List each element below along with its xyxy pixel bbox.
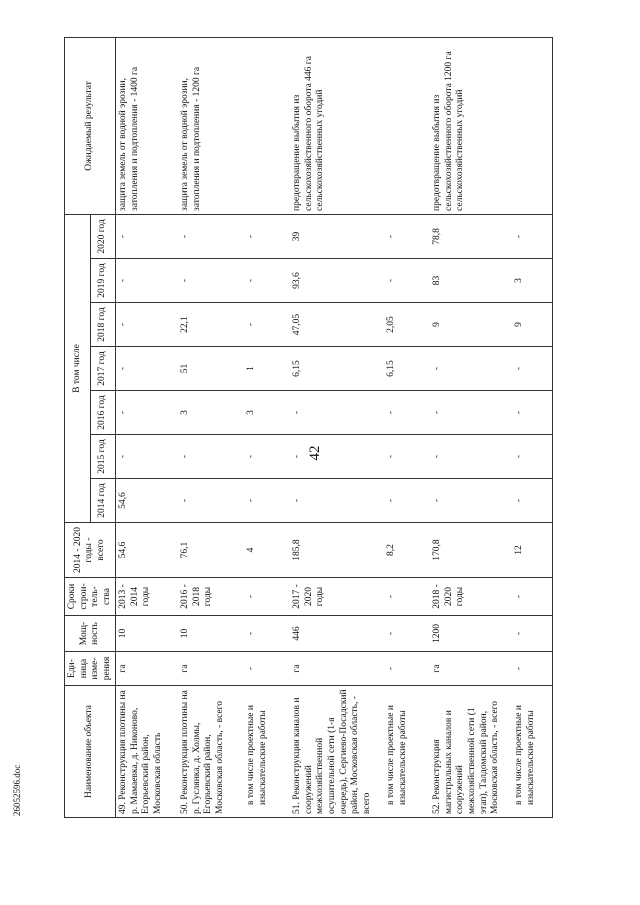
rotated-table-area: [64, 38, 612, 818]
row-name: в том числе проектные и изыскательские работы: [384, 686, 430, 818]
row-name: в том числе проектные и изыскательские работы: [512, 686, 553, 818]
row-terms: -: [512, 578, 553, 616]
header-result: Ожидаемый результат: [65, 37, 116, 214]
row-name: 50. Реконструкция плотины на р. Гуслянка, д. Холмы, Егорьевский район, Московская область, - всего: [178, 686, 244, 818]
row-2020: -: [116, 214, 179, 258]
row-terms: 2013 - 2014 годы: [116, 578, 179, 616]
row-2018: 9: [512, 303, 553, 347]
row-terms: -: [244, 578, 290, 616]
row-2016: -: [290, 391, 384, 435]
row-2014: -: [512, 479, 553, 523]
footer-filename: 26052596.doc: [12, 764, 22, 816]
row-terms: 2018 - 2020 годы: [430, 578, 512, 616]
row-2020: -: [244, 214, 290, 258]
row-total: 76,1: [178, 523, 244, 578]
row-2016: 3: [244, 391, 290, 435]
header-including: В том числе: [65, 214, 91, 522]
row-2016: 3: [178, 391, 244, 435]
row-2016: -: [512, 391, 553, 435]
row-2018: 9: [430, 303, 512, 347]
row-2019: 3: [512, 259, 553, 303]
row-2017: -: [512, 347, 553, 391]
row-2016: -: [384, 391, 430, 435]
table-row: [290, 37, 384, 817]
row-2019: -: [116, 259, 179, 303]
row-2018: 47,05: [290, 303, 384, 347]
row-2018: -: [244, 303, 290, 347]
row-2017: 1: [244, 347, 290, 391]
construction-objects-table: [64, 37, 553, 818]
row-capacity: -: [244, 616, 290, 652]
header-unit: Еди-ница изме-рения: [65, 652, 116, 686]
header-capacity: Мощ-ность: [65, 616, 116, 652]
header-year-2020: 2020 год: [90, 214, 116, 258]
row-2015: -: [290, 435, 384, 479]
row-2016: -: [430, 391, 512, 435]
row-unit: га: [290, 652, 384, 686]
row-unit: -: [384, 652, 430, 686]
row-total: 4: [244, 523, 290, 578]
row-capacity: 1200: [430, 616, 512, 652]
header-terms: Сроки строи-тель-ства: [65, 578, 116, 616]
row-terms: -: [384, 578, 430, 616]
header-year-2018: 2018 год: [90, 303, 116, 347]
header-name: Наименование объекта: [65, 686, 116, 818]
row-result: [384, 37, 430, 214]
row-2020: 78,8: [430, 214, 512, 258]
row-2014: -: [430, 479, 512, 523]
row-total: 12: [512, 523, 553, 578]
row-2020: -: [512, 214, 553, 258]
header-year-2017: 2017 год: [90, 347, 116, 391]
table-row: [430, 37, 512, 817]
row-2019: 83: [430, 259, 512, 303]
row-2015: -: [384, 435, 430, 479]
row-2015: -: [512, 435, 553, 479]
row-name: 51. Реконструкция каналов и сооружений межхозяйственной осушительной сети (1-я очередь), Сергиево-Посадский район, Московская область, - всего: [290, 686, 384, 818]
header-year-2016: 2016 год: [90, 391, 116, 435]
row-total: 185,8: [290, 523, 384, 578]
row-2019: -: [178, 259, 244, 303]
row-result: предотвращение выбытия из сельскохозяйственного оборота 1200 га сельскохозяйственных угодий: [430, 37, 512, 214]
header-year-2014: 2014 год: [90, 479, 116, 523]
row-unit: га: [178, 652, 244, 686]
row-2014: 54,6: [116, 479, 179, 523]
table-row: [178, 37, 244, 817]
row-2018: 2,05: [384, 303, 430, 347]
row-result: защита земель от водной эрозии, затопления и подтопления - 1200 га: [178, 37, 244, 214]
header-year-2015: 2015 год: [90, 435, 116, 479]
row-capacity: -: [384, 616, 430, 652]
table-row: [244, 37, 290, 817]
row-2018: -: [116, 303, 179, 347]
row-2019: -: [384, 259, 430, 303]
row-name: 52. Реконструкция магистральных каналов и сооружений межхозяйственной сети (1 этап), Талдомский район, Московская область, - всего: [430, 686, 512, 818]
header-year-2019: 2019 год: [90, 259, 116, 303]
row-unit: -: [244, 652, 290, 686]
row-2017: -: [430, 347, 512, 391]
row-2019: 93,6: [290, 259, 384, 303]
row-2017: 6,15: [290, 347, 384, 391]
row-unit: га: [116, 652, 179, 686]
row-2018: 22,1: [178, 303, 244, 347]
row-result: [244, 37, 290, 214]
row-2014: -: [290, 479, 384, 523]
row-total: 8,2: [384, 523, 430, 578]
row-2017: 6,15: [384, 347, 430, 391]
row-total: 170,8: [430, 523, 512, 578]
row-capacity: 446: [290, 616, 384, 652]
row-2019: -: [244, 259, 290, 303]
row-capacity: -: [512, 616, 553, 652]
row-total: 54,6: [116, 523, 179, 578]
row-2014: -: [384, 479, 430, 523]
row-2014: -: [178, 479, 244, 523]
row-2015: -: [116, 435, 179, 479]
row-2020: -: [384, 214, 430, 258]
row-name: 49. Реконструкция плотины на р. Мамаевка, д. Никоново, Егорьевский район, Московская область: [116, 686, 179, 818]
table-row: [116, 37, 179, 817]
row-capacity: 10: [116, 616, 179, 652]
row-2015: -: [430, 435, 512, 479]
header-total: 2014 - 2020 годы - всего: [65, 523, 116, 578]
table-row: [384, 37, 430, 817]
table-wrapper: [64, 38, 612, 818]
row-terms: 2017 - 2020 годы: [290, 578, 384, 616]
row-2020: -: [178, 214, 244, 258]
row-2015: -: [178, 435, 244, 479]
row-2017: 51: [178, 347, 244, 391]
table-row: [512, 37, 553, 817]
row-result: защита земель от водной эрозии, затопления и подтопления - 1400 га: [116, 37, 179, 214]
row-name: в том числе проектные и изыскательские работы: [244, 686, 290, 818]
row-unit: га: [430, 652, 512, 686]
row-capacity: 10: [178, 616, 244, 652]
row-result: предотвращение выбытия из сельскохозяйственного оборота 446 га сельскохозяйственных угодий: [290, 37, 384, 214]
row-2014: -: [244, 479, 290, 523]
row-2020: 39: [290, 214, 384, 258]
page-number: 42: [307, 445, 323, 461]
row-2016: -: [116, 391, 179, 435]
row-terms: 2016 - 2018 годы: [178, 578, 244, 616]
row-2015: -: [244, 435, 290, 479]
row-result: [512, 37, 553, 214]
row-unit: -: [512, 652, 553, 686]
row-2017: -: [116, 347, 179, 391]
